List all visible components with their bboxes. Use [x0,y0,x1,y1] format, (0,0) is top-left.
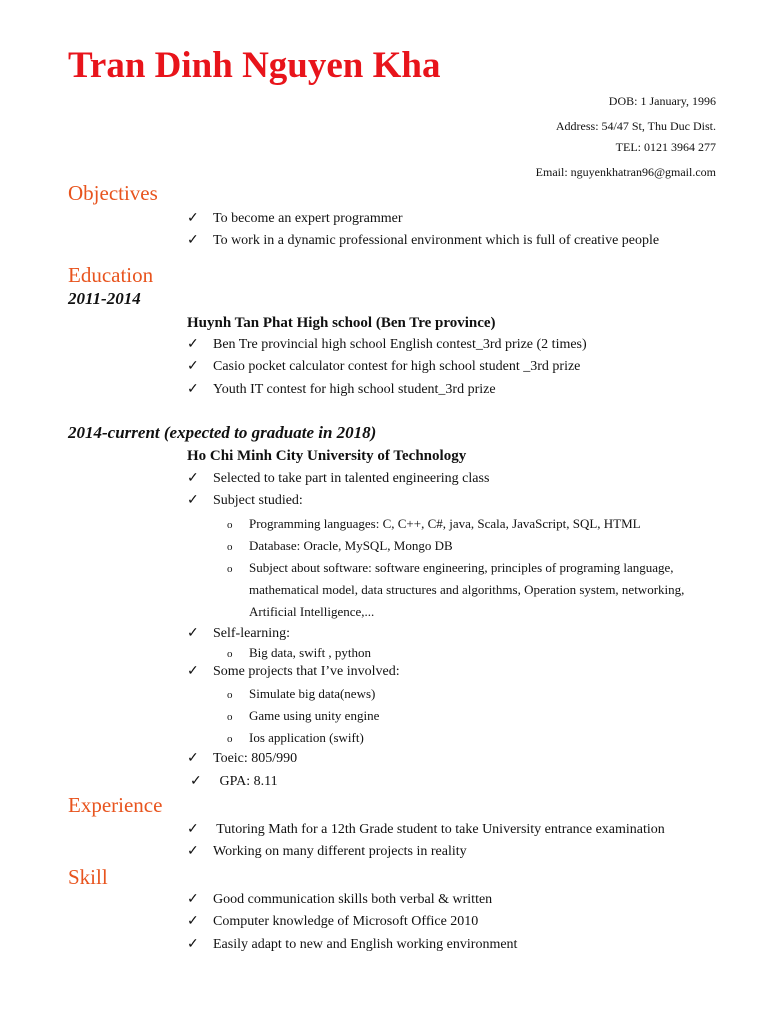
check-mark-icon: ✓ [187,233,199,248]
sub-list-item: o Subject about software: software engineering, principles of programing language, [227,558,674,579]
school-name: Huynh Tan Phat High school (Ben Tre province) [187,315,496,331]
circle-bullet-icon: o [227,733,233,745]
circle-bullet-icon: o [227,648,233,660]
check-mark-icon: ✓ [187,937,199,952]
resume-name: Tran Dinh Nguyen Kha [68,45,441,86]
circle-bullet-icon: o [227,563,233,575]
sub-list-item: o Programming languages: C, C++, C#, java, Scala, JavaScript, SQL, HTML [227,514,641,535]
check-mark-icon: ✓ [187,914,199,929]
university-name: Ho Chi Minh City University of Technology [187,448,467,464]
objectives-heading: Objectives [68,181,158,205]
sub-list-item: o Database: Oracle, MySQL, Mongo DB [227,536,453,557]
email-text: Email: nguyenkhatran96@gmail.com [535,165,716,179]
check-mark-icon: ✓ [187,359,199,374]
list-item: ✓ Some projects that I’ve involved: [187,662,400,682]
sub-list-continuation: mathematical model, data structures and algorithms, Operation system, networking, [249,582,685,597]
circle-bullet-icon: o [227,541,233,553]
list-item: ✓ Ben Tre provincial high school English contest_3rd prize (2 times) [187,335,587,355]
sub-list-item: o Ios application (swift) [227,728,364,749]
list-item: ✓ Toeic: 805/990 [187,749,297,769]
list-item: ✓ GPA: 8.11 [190,772,278,792]
list-item: ✓ Casio pocket calculator contest for high school student _3rd prize [187,357,580,377]
period-2011-2014: 2011-2014 [68,289,141,308]
check-mark-icon: ✓ [187,471,199,486]
check-mark-icon: ✓ [187,211,199,226]
tel-text: TEL: 0121 3964 277 [615,140,716,154]
check-mark-icon: ✓ [187,626,199,641]
sub-list-item: o Simulate big data(news) [227,684,375,705]
list-item: ✓ Tutoring Math for a 12th Grade student to take University entrance examination [187,820,665,840]
period-2014-current: 2014-current (expected to graduate in 2018) [68,423,377,442]
circle-bullet-icon: o [227,519,233,531]
experience-heading: Experience [68,793,163,817]
check-mark-icon: ✓ [187,493,199,508]
sub-list-item: o Big data, swift , python [227,643,371,664]
list-item: ✓ Subject studied: [187,491,303,511]
education-heading: Education [68,263,154,287]
list-item: ✓ Selected to take part in talented engineering class [187,469,489,489]
check-mark-icon: ✓ [187,751,199,766]
circle-bullet-icon: o [227,689,233,701]
check-mark-icon: ✓ [187,844,199,859]
check-mark-icon: ✓ [187,822,199,837]
check-mark-icon: ✓ [187,382,199,397]
check-mark-icon: ✓ [190,774,202,789]
list-item: ✓ Computer knowledge of Microsoft Office 2010 [187,912,478,932]
list-item: ✓ Working on many different projects in reality [187,842,467,862]
list-item: ✓ To become an expert programmer [187,209,403,229]
list-item: ✓ To work in a dynamic professional environment which is full of creative people [187,231,659,251]
dob-text: DOB: 1 January, 1996 [608,94,716,108]
address-text: Address: 54/47 St, Thu Duc Dist. [555,119,716,133]
list-item: ✓ Easily adapt to new and English working environment [187,935,517,955]
list-item: ✓ Youth IT contest for high school student_3rd prize [187,380,496,400]
sub-list-continuation: Artificial Intelligence,... [249,604,375,619]
check-mark-icon: ✓ [187,892,199,907]
check-mark-icon: ✓ [187,664,199,679]
check-mark-icon: ✓ [187,337,199,352]
sub-list-item: o Game using unity engine [227,706,379,727]
list-item: ✓ Good communication skills both verbal & written [187,890,492,910]
circle-bullet-icon: o [227,711,233,723]
list-item: ✓ Self-learning: [187,624,290,644]
skill-heading: Skill [68,865,108,889]
